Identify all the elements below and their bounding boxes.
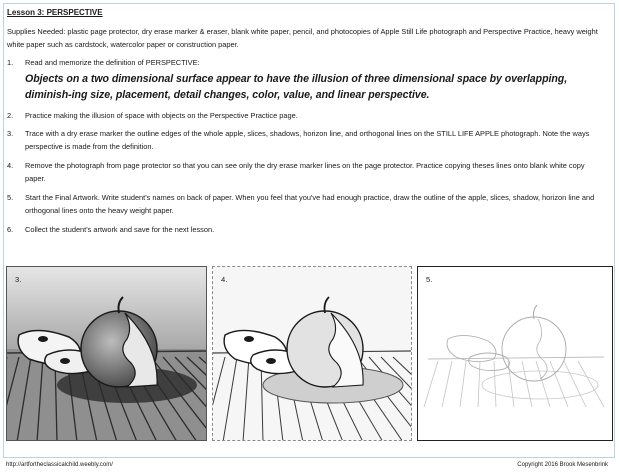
- step-text: Collect the student's artwork and save for the next lesson.: [25, 225, 215, 234]
- step-text: Start the Final Artwork. Write student's names on back of paper. When you feel that you've had enough practice, draw the outline of the apple, slices, shadow, horizon line and orthogonal lines onto the heavy weight paper.: [25, 193, 595, 215]
- image-label: 5.: [426, 275, 433, 284]
- lesson-title: Lesson 3: PERSPECTIVE: [7, 8, 103, 17]
- supplies-text: Supplies Needed: plastic page protector, dry erase marker & eraser, blank white paper, pencil, and photocopies of Apple Still Life photograph and Perspective Practice, heavy weight white paper such as cardstock, watercolor paper or construction paper.: [7, 27, 598, 49]
- step-number: 6.: [7, 225, 14, 234]
- step-number: 4.: [7, 161, 14, 170]
- footer-url[interactable]: http://artfortheclassicalchild.weebly.com/: [6, 462, 113, 468]
- step-number: 5.: [7, 193, 14, 202]
- step-text: Practice making the illusion of space with objects on the Perspective Practice page.: [25, 111, 298, 120]
- apple-photo-image: [6, 266, 207, 441]
- apple-tracing-image: [212, 266, 412, 441]
- apple-drawing-image: [417, 266, 613, 441]
- apple-tracing-drawing: [213, 267, 412, 441]
- image-label: 3.: [15, 275, 22, 284]
- image-label: 4.: [221, 275, 228, 284]
- step-text: Remove the photograph from page protector so that you can see only the dry erase marker lines on the page protector. Practice copying theses lines onto blank white copy paper.: [25, 161, 585, 183]
- step-number: 1.: [7, 58, 14, 67]
- step-number: 2.: [7, 111, 14, 120]
- perspective-definition: Objects on a two dimensional surface appear to have the illusion of three dimensional space by overlapping, diminish-ing size, placement, detail changes, color, value, and linear perspective.: [25, 73, 568, 101]
- step-number: 3.: [7, 129, 14, 138]
- apple-line-drawing: [418, 267, 613, 441]
- apple-photo-drawing: [7, 267, 207, 441]
- step-text: Read and memorize the definition of PERSPECTIVE:: [25, 58, 200, 67]
- step-text: Trace with a dry erase marker the outline edges of the whole apple, slices, shadows, horizon line, and orthogonal lines on the STILL LIFE APPLE photograph. Note the ways perspective is made from the definition.: [25, 129, 590, 151]
- footer-copyright: Copyright 2016 Brook Mesenbrink: [517, 462, 608, 468]
